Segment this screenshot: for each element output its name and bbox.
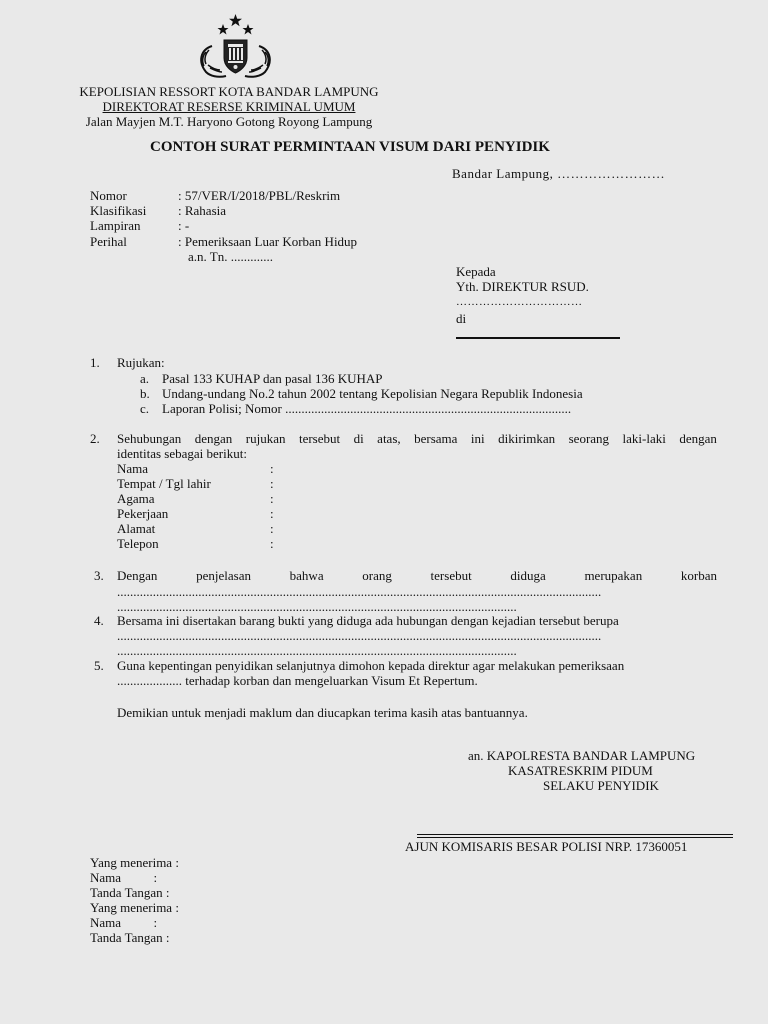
- item5-line1: Guna kepentingan penyidikan selanjutnya dimohon kepada direktur agar melakukan pemeriksaan: [117, 658, 625, 673]
- item2-line2: identitas sebagai berikut:: [117, 446, 247, 461]
- field-colon: :: [270, 506, 274, 521]
- item3-dots-line: .....................................................................................................................................................: [117, 584, 602, 599]
- field-label: Tempat / Tgl lahir: [117, 476, 211, 491]
- field-label: Pekerjaan: [117, 506, 169, 521]
- field-colon: :: [270, 536, 274, 551]
- meta-label-klasifikasi: Klasifikasi: [90, 203, 147, 218]
- place-date: Bandar Lampung, ……………………: [452, 166, 666, 181]
- ref-marker: a.: [140, 371, 150, 386]
- signature-rule-top: [417, 834, 733, 835]
- word: tersebut: [430, 568, 472, 583]
- police-emblem-logo: [192, 10, 279, 80]
- word: orang: [362, 568, 392, 583]
- field-label: Telepon: [117, 536, 159, 551]
- item4-dots-line: ...........................................................................................................................: [117, 643, 517, 658]
- ref-text: Pasal 133 KUHAP dan pasal 136 KUHAP: [162, 371, 383, 386]
- receipt-line: Yang menerima :: [90, 900, 179, 915]
- ref-marker: b.: [140, 386, 150, 401]
- item1-label: Rujukan:: [117, 355, 165, 370]
- word: seorang: [568, 431, 610, 446]
- meta-value-nomor: : 57/VER/I/2018/PBL/Reskrim: [178, 188, 341, 203]
- ref-marker: c.: [140, 401, 150, 416]
- meta-label-perihal: Perihal: [90, 234, 127, 249]
- word: korban: [680, 568, 717, 583]
- meta-value-klasifikasi: : Rahasia: [178, 203, 227, 218]
- item2-line1: [117, 431, 717, 446]
- item5-line2: .................... terhadap korban dan mengeluarkan Visum Et Repertum.: [117, 673, 478, 688]
- recipient-title: Yth. DIREKTUR RSUD.: [456, 279, 589, 294]
- word: dikirimkan: [498, 431, 556, 446]
- meta-value-lampiran: : -: [178, 218, 190, 233]
- word: penjelasan: [196, 568, 251, 583]
- word: bahwa: [289, 568, 324, 583]
- word: di: [353, 431, 364, 446]
- recipient-underline: [456, 337, 620, 339]
- item5-number: 5.: [94, 658, 104, 673]
- ref-text: Laporan Polisi; Nomor ........................................................................................: [162, 401, 572, 416]
- field-colon: :: [270, 521, 274, 536]
- word: Sehubungan: [117, 431, 182, 446]
- field-label: Nama: [117, 461, 149, 476]
- perihal-continuation: a.n. Tn. .............: [188, 249, 273, 264]
- signature-line1: an. KAPOLRESTA BANDAR LAMPUNG: [468, 748, 696, 763]
- receipt-line: Yang menerima :: [90, 855, 179, 870]
- item3-number: 3.: [94, 568, 104, 583]
- recipient-di: di: [456, 311, 467, 326]
- word: atas,: [377, 431, 401, 446]
- word: merupakan: [584, 568, 643, 583]
- institution-name: KEPOLISIAN RESSORT KOTA BANDAR LAMPUNG: [79, 84, 379, 99]
- receipt-line: Tanda Tangan :: [90, 930, 170, 945]
- closing-sentence: Demikian untuk menjadi maklum dan diucapkan terima kasih atas bantuannya.: [117, 705, 528, 720]
- item4-dots-line: .....................................................................................................................................................: [117, 628, 602, 643]
- word: dengan: [679, 431, 717, 446]
- field-label: Alamat: [117, 521, 156, 536]
- recipient-dots: ……………………………: [456, 296, 583, 308]
- signature-rule-bottom: [417, 837, 733, 838]
- directorate-name: DIREKTORAT RESERSE KRIMINAL UMUM: [102, 99, 356, 114]
- word: diduga: [510, 568, 546, 583]
- item4-line1: Bersama ini disertakan barang bukti yang diduga ada hubungan dengan kejadian tersebut berupa: [117, 613, 619, 628]
- receipt-line: Nama :: [90, 915, 158, 930]
- field-colon: :: [270, 491, 274, 506]
- meta-value-perihal: : Pemeriksaan Luar Korban Hidup: [178, 234, 358, 249]
- word: ini: [470, 431, 485, 446]
- word: dengan: [194, 431, 233, 446]
- recipient-kepada: Kepada: [456, 264, 496, 279]
- item4-number: 4.: [94, 613, 104, 628]
- item3-dots-line: ...........................................................................................................................: [117, 599, 517, 614]
- ref-text: Undang-undang No.2 tahun 2002 tentang Kepolisian Negara Republik Indonesia: [162, 386, 583, 401]
- field-label: Agama: [117, 491, 155, 506]
- receipt-line: Tanda Tangan :: [90, 885, 170, 900]
- word: rujukan: [245, 431, 286, 446]
- receipt-line: Nama :: [90, 870, 158, 885]
- field-colon: :: [270, 476, 274, 491]
- institution-address: Jalan Mayjen M.T. Haryono Gotong Royong Lampung: [85, 114, 373, 129]
- item3-line1: [117, 568, 717, 583]
- word: bersama: [414, 431, 458, 446]
- meta-label-lampiran: Lampiran: [90, 218, 141, 233]
- item2-number: 2.: [90, 431, 100, 446]
- field-colon: :: [270, 461, 274, 476]
- item1-number: 1.: [90, 355, 100, 370]
- word: tersebut: [298, 431, 341, 446]
- signature-line2: KASATRESKRIM PIDUM: [508, 763, 653, 778]
- signature-line3: SELAKU PENYIDIK: [543, 778, 659, 793]
- word: Dengan: [117, 568, 158, 583]
- document-title: CONTOH SURAT PERMINTAAN VISUM DARI PENYIDIK: [150, 139, 550, 155]
- word: laki-laki: [622, 431, 666, 446]
- meta-label-nomor: Nomor: [90, 188, 127, 203]
- signature-rank: AJUN KOMISARIS BESAR POLISI NRP. 17360051: [405, 839, 688, 854]
